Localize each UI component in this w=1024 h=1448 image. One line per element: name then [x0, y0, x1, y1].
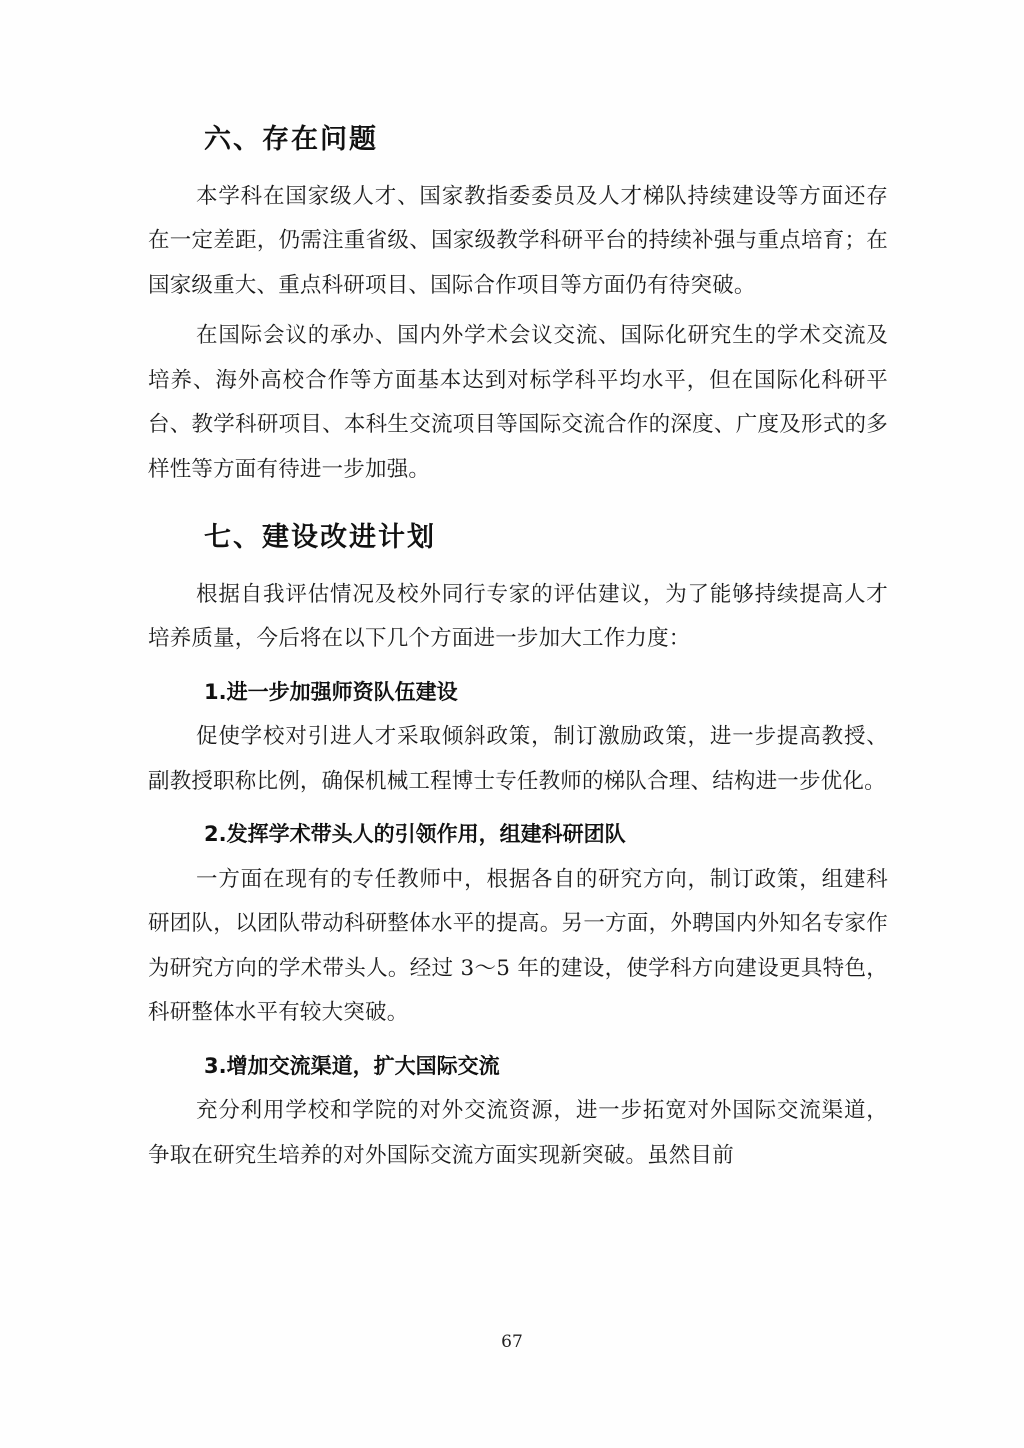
page-number: 67 — [501, 1332, 523, 1352]
paragraph-problems-2: 在国际会议的承办、国内外学术会议交流、国际化研究生的学术交流及培养、海外高校合作等方面基本达到对标学科平均水平，但在国际化科研平台、教学科研项目、本科生交流项目等国际交流合作的深度、广度及形式的多样性等方面有待进一步加强。 — [148, 323, 888, 482]
paragraph-item-3: 充分利用学校和学院的对外交流资源，进一步拓宽对外国际交流渠道，争取在研究生培养的对外国际交流方面实现新突破。虽然目前 — [148, 1098, 888, 1168]
paragraph-item-2: 一方面在现有的专任教师中，根据各自的研究方向，制订政策，组建科研团队，以团队带动科研整体水平的提高。另一方面，外聘国内外知名专家作为研究方向的学术带头人。经过 3～5 年的建设，使学科方向建设更具特色，科研整体水平有较大突破。 — [148, 866, 888, 1026]
paragraph-item-1: 促使学校对引进人才采取倾斜政策，制订激励政策，进一步提高教授、副教授职称比例，确保机械工程博士专任教师的梯队合理、结构进一步优化。 — [148, 724, 888, 794]
paragraph-plan-intro: 根据自我评估情况及校外同行专家的评估建议，为了能够持续提高人才培养质量，今后将在以下几个方面进一步加大工作力度： — [148, 581, 888, 651]
page-content — [148, 120, 888, 1178]
subheading-item-1: 1.进一步加强师资队伍建设 — [204, 679, 458, 704]
subheading-item-3: 3.增加交流渠道，扩大国际交流 — [204, 1053, 500, 1078]
section-heading-seven: 七、建设改进计划 — [204, 522, 436, 553]
section-heading-six: 六、存在问题 — [204, 124, 378, 155]
paragraph-problems-1: 本学科在国家级人才、国家教指委委员及人才梯队持续建设等方面还存在一定差距，仍需注重省级、国家级教学科研平台的持续补强与重点培育；在国家级重大、重点科研项目、国际合作项目等方面仍有待突破。 — [148, 183, 888, 298]
subheading-item-2: 2.发挥学术带头人的引领作用，组建科研团队 — [204, 822, 626, 847]
